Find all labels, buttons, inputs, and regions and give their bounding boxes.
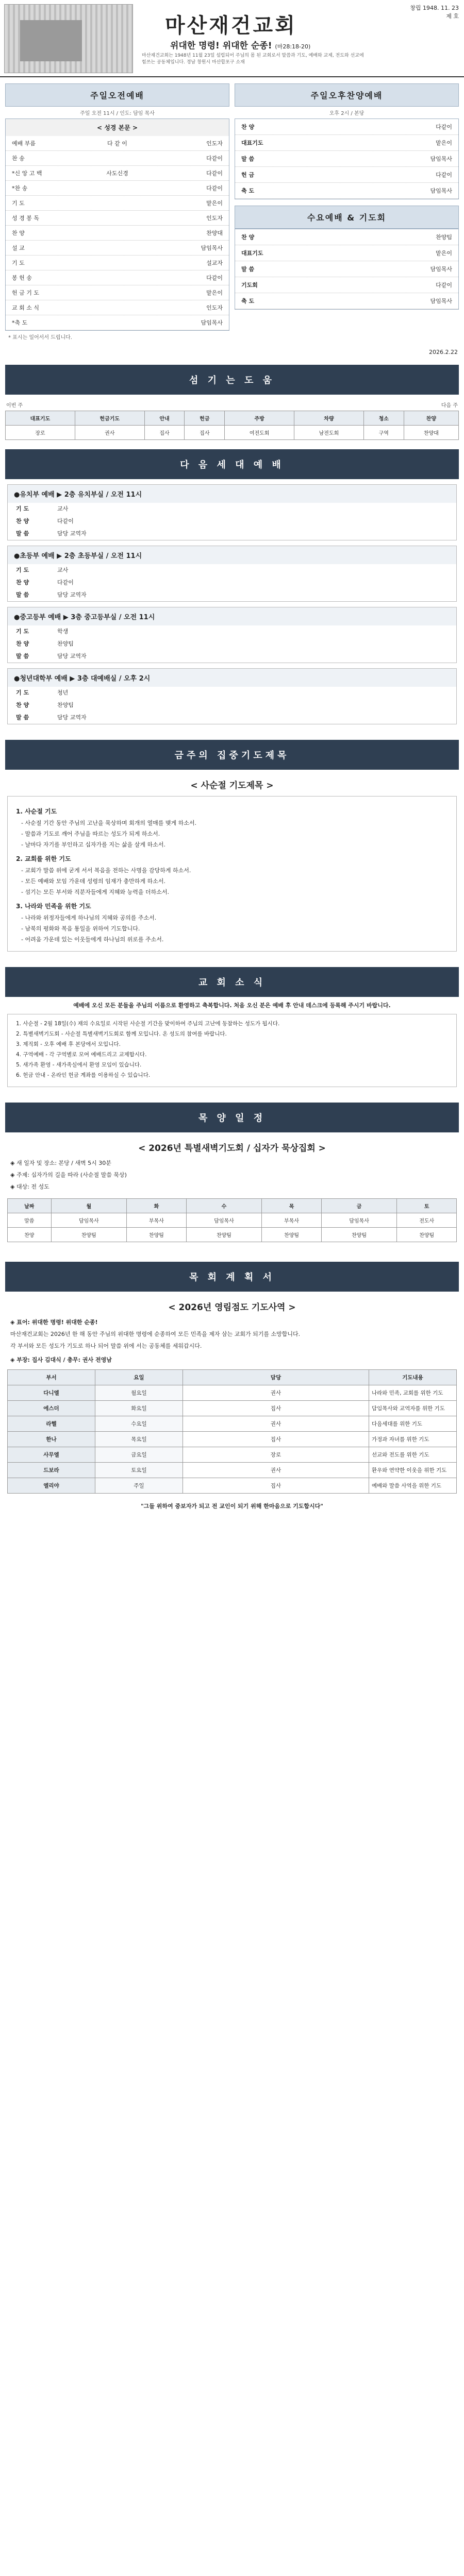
plan-day-cell: 주일 <box>95 1478 183 1494</box>
next-worship-key: 말 씀 <box>16 530 29 537</box>
prayer-box <box>7 796 457 952</box>
next-worship-value: 학생 <box>57 628 69 635</box>
evening-order-key: 대표기도 <box>241 140 263 146</box>
schedule-note: ◈ 주제: 십자가의 길을 따라 (사순절 말씀 묵상) <box>10 1172 127 1178</box>
schedule-cell: 찬양 <box>8 1228 52 1242</box>
next-worship-row <box>8 589 456 601</box>
next-worship-row <box>8 650 456 663</box>
church-building-image <box>4 4 133 73</box>
worship-order-row <box>6 181 229 196</box>
serve-header-cell: 헌금 <box>185 411 225 426</box>
schedule-cell: 찬양팀 <box>321 1228 397 1242</box>
worship-order-cell: 인도자 <box>206 215 223 222</box>
wednesday-order-row <box>235 277 458 293</box>
serve-header-cell: 주방 <box>225 411 294 426</box>
next-worship-value: 찬양팀 <box>57 640 74 647</box>
worship-order-cell: *축 도 <box>12 319 28 326</box>
worship-columns <box>0 77 464 349</box>
schedule-header-cell: 날짜 <box>8 1199 52 1213</box>
plan-row <box>8 1385 457 1401</box>
next-worship-key: 기 도 <box>16 505 29 512</box>
wednesday-order-value: 맡은이 <box>436 250 452 257</box>
plan-row <box>8 1432 457 1447</box>
next-worship-row <box>8 699 456 711</box>
next-worship-row <box>8 503 456 515</box>
schedule-cell: 부목사 <box>127 1213 187 1228</box>
plan-row <box>8 1416 457 1432</box>
next-worship-row <box>8 687 456 699</box>
evening-order-key: 말 씀 <box>241 156 255 162</box>
schedule-header-cell: 화 <box>127 1199 187 1213</box>
worship-order-box <box>5 118 229 331</box>
prayer-item: - 사순절 기간 동안 주님의 고난을 묵상하며 회개의 열매를 맺게 하소서. <box>21 820 196 826</box>
plan-day-cell: 금요일 <box>95 1447 183 1463</box>
prayer-subtitle: < 사순절 기도제목 > <box>190 781 274 791</box>
masthead <box>0 0 464 77</box>
worship-order-cell: 인도자 <box>206 140 223 147</box>
prayer-item: - 섬기는 모든 부서와 직분자들에게 지혜와 능력을 더하소서. <box>21 889 169 895</box>
prayer-banner: 금주의 집중기도제목 <box>5 740 459 770</box>
plan-day-cell: 수요일 <box>95 1416 183 1432</box>
worship-order-cell: 성 경 봉 독 <box>12 215 39 222</box>
schedule-cell: 전도사 <box>397 1213 457 1228</box>
plan-content-cell: 예배와 말씀 사역을 위한 기도 <box>369 1478 457 1494</box>
worship-order-cell: 사도신경 <box>106 170 128 177</box>
wednesday-order-key: 축 도 <box>241 298 255 304</box>
next-worship-blocks <box>0 484 464 724</box>
prayer-section-title: 3. 나라와 민족을 위한 기도 <box>16 903 91 910</box>
wednesday-order-key: 말 씀 <box>241 266 255 273</box>
next-worship-key: 기 도 <box>16 567 29 573</box>
evening-order-row <box>235 167 458 183</box>
serve-header-cell: 대표기도 <box>6 411 75 426</box>
prayer-item: - 교회가 말씀 위에 굳게 서서 복음을 전하는 사명을 감당하게 하소서. <box>21 867 191 874</box>
worship-order-row <box>6 196 229 211</box>
news-item: 3. 제직회 - 오후 예배 후 본당에서 모입니다. <box>16 1041 121 1047</box>
issue-label: 제 호 <box>446 13 459 20</box>
worship-order-cell: 다같이 <box>206 155 223 162</box>
serve-cell: 집사 <box>185 426 225 440</box>
worship-order-cell: 기 도 <box>12 260 25 266</box>
schedule-cell: 찬양팀 <box>262 1228 322 1242</box>
worship-order-cell: 다같이 <box>206 170 223 177</box>
serve-header-cell: 차량 <box>294 411 364 426</box>
wednesday-order-row <box>235 245 458 261</box>
news-intro: 예배에 오신 모든 분들을 주님의 이름으로 환영하고 축복합니다. 처음 오신 분은 예배 후 안내 데스크에 등록해 주시기 바랍니다. <box>73 1002 391 1009</box>
plan-day-cell: 월요일 <box>95 1385 183 1401</box>
worship-order-cell: 헌 금 기 도 <box>12 290 39 296</box>
plan-dept-cell: 에스더 <box>8 1401 95 1416</box>
next-worship-key: 기 도 <box>16 628 29 635</box>
schedule-cell: 찬양팀 <box>186 1228 262 1242</box>
evening-order-key: 축 도 <box>241 188 255 194</box>
worship-right-column <box>235 83 459 343</box>
serve-banner: 섬 기 는 도 움 <box>5 365 459 395</box>
next-worship-key: 찬 양 <box>16 640 29 647</box>
worship-order-cell: 맡은이 <box>206 200 223 207</box>
next-worship-value: 찬양팀 <box>57 702 74 708</box>
worship-order-cell: 다같이 <box>206 185 223 192</box>
wednesday-order-value: 다같이 <box>436 282 452 289</box>
wednesday-order-row <box>235 293 458 309</box>
schedule-header-cell: 목 <box>262 1199 322 1213</box>
schedule-header-cell: 금 <box>321 1199 397 1213</box>
next-worship-row <box>8 638 456 650</box>
next-worship-row <box>8 577 456 589</box>
wednesday-title: 수요예배 & 기도회 <box>235 206 459 229</box>
evening-order-value: 다같이 <box>436 172 452 178</box>
next-worship-block <box>7 484 457 540</box>
prayer-item: - 모든 예배와 모임 가운데 성령의 임재가 충만하게 하소서. <box>21 878 165 885</box>
plan-banner: 목 회 계 획 서 <box>5 1262 459 1292</box>
news-item: 6. 헌금 안내 - 온라인 헌금 계좌를 이용하실 수 있습니다. <box>16 1072 151 1078</box>
schedule-cell: 담임목사 <box>51 1213 127 1228</box>
next-worship-key: 말 씀 <box>16 653 29 659</box>
evening-order-row <box>235 183 458 199</box>
serve-left-label: 이번 주 <box>6 403 23 409</box>
plan-leader-cell: 권사 <box>183 1416 369 1432</box>
wednesday-order-row <box>235 261 458 277</box>
plan-paragraph: 마산재건교회는 2026년 한 해 동안 주님의 위대한 명령에 순종하여 모든 민족을 제자 삼는 교회가 되기를 소망합니다. <box>10 1331 301 1337</box>
worship-order-row <box>6 151 229 166</box>
worship-order-row <box>6 285 229 300</box>
plan-leader-cell: 집사 <box>183 1432 369 1447</box>
evening-order-value: 다같이 <box>436 124 452 130</box>
next-worship-value: 담당 교역자 <box>57 591 87 598</box>
schedule-row <box>8 1213 457 1228</box>
serve-right-label: 다음 주 <box>441 403 458 409</box>
serve-cell: 찬양대 <box>404 426 458 440</box>
plan-dept-cell: 사무엘 <box>8 1447 95 1463</box>
next-worship-key: 말 씀 <box>16 591 29 598</box>
news-item: 1. 사순절 - 2월 18일(수) 재의 수요일로 시작된 사순절 기간을 맞이하여 주님의 고난에 동참하는 성도가 됩시다. <box>16 1021 280 1027</box>
worship-sub: 주일 오전 11시 / 인도: 담임 목사 <box>80 111 155 116</box>
serve-table <box>5 411 459 440</box>
schedule-header-cell: 토 <box>397 1199 457 1213</box>
worship-order-row <box>6 136 229 151</box>
plan-content-cell: 환우와 연약한 이웃을 위한 기도 <box>369 1463 457 1478</box>
next-worship-value: 다같이 <box>57 579 74 586</box>
next-worship-key: 찬 양 <box>16 702 29 708</box>
schedule-note: ◈ 대상: 전 성도 <box>10 1183 49 1190</box>
worship-order-cell: 찬 양 <box>12 230 25 236</box>
serve-table-wrap <box>0 411 464 440</box>
plan-day-cell: 토요일 <box>95 1463 183 1478</box>
worship-order-cell: 설 교 <box>12 245 25 251</box>
evening-order-row <box>235 151 458 167</box>
plan-footer: "그들 위하여 중보자가 되고 전 교인이 되기 위해 한마음으로 기도합시다" <box>140 1503 324 1510</box>
serve-header-cell: 헌금기도 <box>75 411 144 426</box>
evening-order-key: 헌 금 <box>241 172 255 178</box>
next-worship-title: ●유치부 예배 ▶ 2층 유치부실 / 오전 11시 <box>8 485 456 503</box>
worship-order-cell: 맡은이 <box>206 290 223 296</box>
evening-order-box <box>235 118 459 199</box>
next-worship-block <box>7 546 457 602</box>
next-worship-row <box>8 625 456 638</box>
worship-order-cell: 교 회 소 식 <box>12 304 39 311</box>
worship-headline: < 성경 본문 > <box>6 119 229 136</box>
evening-order-row <box>235 135 458 151</box>
worship-order-cell: 찬 송 <box>12 155 25 162</box>
schedule-subtitle: < 2026년 특별새벽기도회 / 십자가 묵상집회 > <box>138 1143 326 1154</box>
news-box <box>7 1014 457 1087</box>
schedule-cell: 부목사 <box>262 1213 322 1228</box>
worship-order-row <box>6 256 229 270</box>
prayer-item: - 날마다 자기를 부인하고 십자가를 지는 삶을 살게 하소서. <box>21 841 165 848</box>
next-worship-key: 찬 양 <box>16 518 29 524</box>
evening-order-value: 담임목사 <box>430 188 452 194</box>
schedule-table <box>7 1198 457 1242</box>
next-worship-banner: 다 음 세 대 예 배 <box>5 449 459 479</box>
next-worship-value: 담당 교역자 <box>57 714 87 721</box>
plan-leader-cell: 권사 <box>183 1385 369 1401</box>
worship-order-cell <box>82 184 152 192</box>
plan-content-cell: 담임목사와 교역자를 위한 기도 <box>369 1401 457 1416</box>
wednesday-order-box <box>235 229 459 310</box>
serve-cell: 장로 <box>6 426 75 440</box>
evening-title: 주일오후찬양예배 <box>235 83 459 107</box>
worship-title: 주일오전예배 <box>5 83 229 107</box>
plan-table-title: ◈ 부장: 집사 김대식 / 총무: 권사 전영남 <box>10 1357 112 1363</box>
plan-content-cell: 가정과 자녀를 위한 기도 <box>369 1432 457 1447</box>
plan-leader-cell: 장로 <box>183 1447 369 1463</box>
prayer-section-title: 1. 사순절 기도 <box>16 808 57 815</box>
schedule-cell: 담임목사 <box>186 1213 262 1228</box>
worship-order-cell: 봉 헌 송 <box>12 275 32 281</box>
evening-order-key: 찬 양 <box>241 124 255 130</box>
serve-cell: 권사 <box>75 426 144 440</box>
worship-order-cell: 설교자 <box>206 260 223 266</box>
issue-founded: 창립 1948. 11. 23 <box>410 5 459 11</box>
next-worship-block <box>7 607 457 663</box>
plan-content-cell: 나라와 민족, 교회를 위한 기도 <box>369 1385 457 1401</box>
wednesday-order-value: 담임목사 <box>430 298 452 304</box>
plan-paragraphs <box>0 1330 464 1350</box>
worship-order-cell <box>82 318 152 327</box>
plan-header-cell: 기도내용 <box>369 1370 457 1385</box>
schedule-row <box>8 1228 457 1242</box>
next-worship-row <box>8 515 456 528</box>
plan-content-cell: 선교와 전도를 위한 기도 <box>369 1447 457 1463</box>
next-worship-value: 담당 교역자 <box>57 530 87 537</box>
plan-row <box>8 1401 457 1416</box>
serve-header-cell: 청소 <box>363 411 404 426</box>
worship-left-column <box>5 83 229 343</box>
motto-text: 위대한 명령! 위대한 순종! <box>170 41 272 51</box>
plan-leader-cell: 권사 <box>183 1463 369 1478</box>
schedule-header-cell: 월 <box>51 1199 127 1213</box>
plan-day-cell: 화요일 <box>95 1401 183 1416</box>
schedule-cell: 찬양팀 <box>51 1228 127 1242</box>
schedule-table-wrap <box>0 1194 464 1246</box>
next-worship-value: 담당 교역자 <box>57 653 87 659</box>
worship-order-row <box>6 211 229 226</box>
wednesday-order-key: 찬 양 <box>241 234 255 241</box>
wednesday-order-value: 담임목사 <box>430 266 452 273</box>
worship-order-cell: *찬 송 <box>12 185 28 192</box>
prayer-item: - 남북의 평화와 복음 통일을 위하여 기도합니다. <box>21 925 140 932</box>
plan-dept-cell: 한나 <box>8 1432 95 1447</box>
worship-order-cell: 다같이 <box>206 275 223 281</box>
motto <box>170 38 310 51</box>
worship-order-cell <box>82 154 152 162</box>
evening-order-row <box>235 119 458 135</box>
plan-header-cell: 부서 <box>8 1370 95 1385</box>
worship-order-cell: 인도자 <box>206 304 223 311</box>
plan-subtitle: < 2026년 영림점도 기도사역 > <box>168 1302 296 1313</box>
next-worship-value: 교사 <box>57 567 69 573</box>
serve-cell: 집사 <box>144 426 185 440</box>
serve-cell: 여전도회 <box>225 426 294 440</box>
serve-meta <box>0 399 464 411</box>
plan-header-cell: 담당 <box>183 1370 369 1385</box>
plan-row <box>8 1447 457 1463</box>
worship-order-cell <box>82 259 152 267</box>
serve-header-cell: 안내 <box>144 411 185 426</box>
worship-order-cell: 기 도 <box>12 200 25 207</box>
next-worship-key: 찬 양 <box>16 579 29 586</box>
worship-order-row <box>6 226 229 241</box>
news-item: 4. 구역예배 - 각 구역별로 모여 예배드리고 교제합시다. <box>16 1052 147 1058</box>
worship-order-cell <box>82 303 152 312</box>
plan-content-cell: 다음세대를 위한 기도 <box>369 1416 457 1432</box>
worship-footnote: * 표시는 일어서서 드립니다. <box>8 335 72 341</box>
schedule-cell: 담임목사 <box>321 1213 397 1228</box>
plan-row <box>8 1463 457 1478</box>
next-worship-row <box>8 711 456 724</box>
plan-intro: ◈ 표어: 위대한 명령! 위대한 순종! <box>10 1319 98 1326</box>
schedule-header-cell: 수 <box>186 1199 262 1213</box>
plan-header-cell: 요일 <box>95 1370 183 1385</box>
next-worship-value: 교사 <box>57 505 69 512</box>
plan-dept-cell: 드보라 <box>8 1463 95 1478</box>
worship-order-row <box>6 166 229 181</box>
next-worship-row <box>8 528 456 540</box>
worship-order-row <box>6 315 229 330</box>
worship-order-cell <box>82 274 152 282</box>
schedule-banner: 목 양 일 정 <box>5 1103 459 1132</box>
worship-order-cell: 담임목사 <box>201 319 223 326</box>
schedule-cell: 말씀 <box>8 1213 52 1228</box>
wednesday-order-key: 기도회 <box>241 282 258 289</box>
worship-order-cell: 담임목사 <box>201 245 223 251</box>
next-worship-title: ●청년대학부 예배 ▶ 3층 대예배실 / 오후 2시 <box>8 669 456 687</box>
schedule-notes <box>0 1159 464 1191</box>
plan-leader-cell: 집사 <box>183 1401 369 1416</box>
issue-date: 2026.2.22 <box>429 349 458 355</box>
worship-order-cell <box>82 244 152 252</box>
prayer-item: - 나라와 위정자들에게 하나님의 지혜와 공의를 주소서. <box>21 914 157 921</box>
worship-order-cell <box>82 289 152 297</box>
serve-header-cell: 찬양 <box>404 411 458 426</box>
evening-order-value: 담임목사 <box>430 156 452 162</box>
wednesday-order-key: 대표기도 <box>241 250 263 257</box>
news-item: 5. 새가족 환영 - 새가족실에서 환영 모임이 있습니다. <box>16 1062 142 1068</box>
plan-table <box>7 1369 457 1494</box>
schedule-note: ◈ 새 일자 및 장소: 본당 / 새벽 5시 30분 <box>10 1160 111 1166</box>
next-worship-title: ●중고등부 예배 ▶ 3층 중고등부실 / 오전 11시 <box>8 607 456 625</box>
serve-cell: 남전도회 <box>294 426 364 440</box>
wednesday-order-row <box>235 229 458 245</box>
worship-order-row <box>6 241 229 256</box>
church-description: 마산재건교회는 1948년 11월 23일 설립되어 주님의 몸 된 교회로서 말씀과 기도, 예배와 교제, 전도와 선교에 힘쓰는 공동체입니다. 경남 창원시 마산합포구 소재 <box>142 53 364 65</box>
worship-order-cell: 찬양대 <box>206 230 223 236</box>
news-banner: 교 회 소 식 <box>5 967 459 997</box>
next-worship-title: ●초등부 예배 ▶ 2층 초등부실 / 오전 11시 <box>8 546 456 564</box>
worship-order-cell <box>82 229 152 237</box>
evening-order-value: 맡은이 <box>436 140 452 146</box>
prayer-section-title: 2. 교회를 위한 기도 <box>16 855 71 862</box>
plan-day-cell: 목요일 <box>95 1432 183 1447</box>
worship-order-cell: 예배 부름 <box>12 140 36 147</box>
issue-info <box>382 4 459 21</box>
next-worship-value: 다같이 <box>57 518 74 524</box>
worship-order-cell: *신 앙 고 백 <box>12 170 42 177</box>
plan-leader-cell: 집사 <box>183 1478 369 1494</box>
plan-dept-cell: 다니엘 <box>8 1385 95 1401</box>
news-item: 2. 특별새벽기도회 - 사순절 특별새벽기도회로 함께 모입니다. 온 성도의 참여를 바랍니다. <box>16 1031 227 1037</box>
worship-order-row <box>6 300 229 315</box>
next-worship-value: 청년 <box>57 689 69 696</box>
worship-order-cell: 다 같 이 <box>107 140 127 147</box>
next-worship-row <box>8 564 456 577</box>
plan-row <box>8 1478 457 1494</box>
plan-dept-cell: 엘리야 <box>8 1478 95 1494</box>
prayer-item: - 말씀과 기도로 깨어 주님을 따르는 성도가 되게 하소서. <box>21 831 160 837</box>
serve-cell: 구역 <box>363 426 404 440</box>
plan-dept-cell: 라헬 <box>8 1416 95 1432</box>
plan-paragraph: 각 부서와 모든 성도가 기도로 하나 되어 말씀 위에 서는 공동체를 세워갑시다. <box>10 1343 202 1349</box>
plan-table-wrap <box>0 1367 464 1496</box>
schedule-cell: 찬양팀 <box>127 1228 187 1242</box>
next-worship-key: 말 씀 <box>16 714 29 721</box>
worship-order-row <box>6 270 229 285</box>
schedule-cell: 찬양팀 <box>397 1228 457 1242</box>
worship-order-cell <box>82 214 152 222</box>
next-worship-block <box>7 668 457 724</box>
church-title: 마산재건교회 <box>165 14 297 38</box>
worship-order-cell <box>82 199 152 207</box>
evening-sub: 오후 2시 / 본당 <box>329 111 364 116</box>
next-worship-key: 기 도 <box>16 689 29 696</box>
motto-ref: (마28:18-20) <box>275 43 311 50</box>
wednesday-order-value: 찬양팀 <box>436 234 452 241</box>
prayer-item: - 어려움 가운데 있는 이웃들에게 하나님의 위로를 주소서. <box>21 936 164 943</box>
